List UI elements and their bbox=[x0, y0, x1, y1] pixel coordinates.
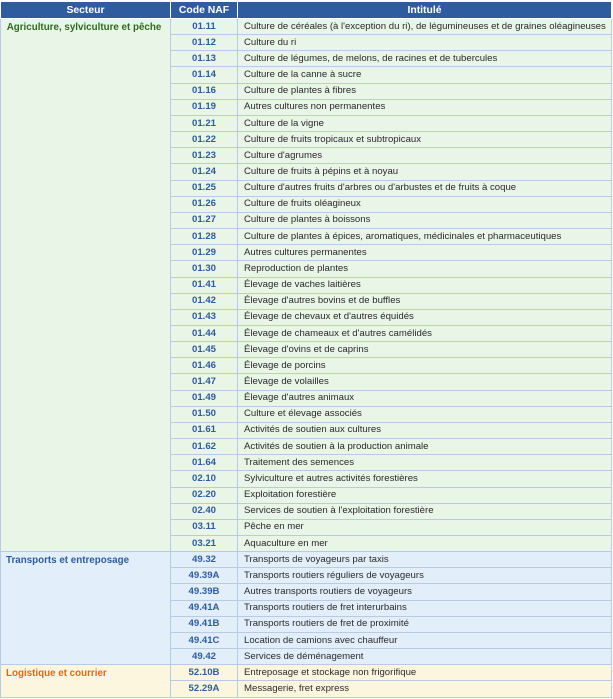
naf-code-cell: 02.20 bbox=[171, 487, 238, 503]
naf-label-cell: Élevage d'autres bovins et de buffles bbox=[238, 293, 612, 309]
naf-code-cell: 01.25 bbox=[171, 180, 238, 196]
naf-label-cell: Sylviculture et autres activités forestières bbox=[238, 471, 612, 487]
naf-code-cell: 01.30 bbox=[171, 261, 238, 277]
naf-label-cell: Culture de fruits tropicaux et subtropicaux bbox=[238, 132, 612, 148]
table-row bbox=[1, 665, 612, 681]
naf-label-cell: Culture de la vigne bbox=[238, 115, 612, 131]
naf-code-cell: 03.11 bbox=[171, 519, 238, 535]
naf-code-cell: 01.29 bbox=[171, 245, 238, 261]
naf-label-cell: Élevage d'autres animaux bbox=[238, 390, 612, 406]
naf-code-cell: 52.10B bbox=[171, 665, 238, 681]
naf-code-cell: 01.12 bbox=[171, 35, 238, 51]
naf-code-cell: 01.24 bbox=[171, 164, 238, 180]
naf-code-cell: 01.21 bbox=[171, 115, 238, 131]
column-header-sector: Secteur bbox=[1, 2, 171, 19]
naf-label-cell: Entreposage et stockage non frigorifique bbox=[238, 665, 612, 681]
naf-code-cell: 03.21 bbox=[171, 536, 238, 552]
naf-code-cell: 52.29A bbox=[171, 681, 238, 697]
naf-code-cell: 01.64 bbox=[171, 455, 238, 471]
naf-label-cell: Services de soutien à l'exploitation forestière bbox=[238, 503, 612, 519]
naf-label-cell: Culture de plantes à épices, aromatiques, médicinales et pharmaceutiques bbox=[238, 229, 612, 245]
table-row bbox=[1, 552, 612, 568]
naf-table bbox=[0, 2, 612, 698]
header-row bbox=[1, 2, 612, 19]
naf-code-cell: 49.32 bbox=[171, 552, 238, 568]
naf-code-cell: 01.42 bbox=[171, 293, 238, 309]
table-body bbox=[1, 19, 612, 698]
naf-code-cell: 49.41A bbox=[171, 600, 238, 616]
naf-label-cell: Activités de soutien à la production animale bbox=[238, 439, 612, 455]
naf-code-cell: 02.10 bbox=[171, 471, 238, 487]
naf-label-cell: Reproduction de plantes bbox=[238, 261, 612, 277]
naf-code-cell: 01.50 bbox=[171, 406, 238, 422]
naf-label-cell: Autres cultures non permanentes bbox=[238, 99, 612, 115]
sector-cell-agri: Agriculture, sylviculture et pêche bbox=[1, 19, 171, 552]
naf-code-cell: 49.39B bbox=[171, 584, 238, 600]
naf-code-cell: 01.49 bbox=[171, 390, 238, 406]
naf-label-cell: Culture d'autres fruits d'arbres ou d'arbustes et de fruits à coque bbox=[238, 180, 612, 196]
naf-label-cell: Pêche en mer bbox=[238, 519, 612, 535]
naf-label-cell: Exploitation forestière bbox=[238, 487, 612, 503]
naf-label-cell: Transports routiers de fret interurbains bbox=[238, 600, 612, 616]
naf-label-cell: Culture de la canne à sucre bbox=[238, 67, 612, 83]
naf-code-cell: 49.39A bbox=[171, 568, 238, 584]
naf-label-cell: Élevage d'ovins et de caprins bbox=[238, 342, 612, 358]
naf-code-cell: 01.45 bbox=[171, 342, 238, 358]
naf-label-cell: Aquaculture en mer bbox=[238, 536, 612, 552]
naf-label-cell: Élevage de volailles bbox=[238, 374, 612, 390]
naf-code-cell: 01.23 bbox=[171, 148, 238, 164]
naf-label-cell: Activités de soutien aux cultures bbox=[238, 422, 612, 438]
naf-code-cell: 01.26 bbox=[171, 196, 238, 212]
naf-label-cell: Autres cultures permanentes bbox=[238, 245, 612, 261]
naf-code-cell: 01.43 bbox=[171, 309, 238, 325]
naf-code-cell: 01.62 bbox=[171, 439, 238, 455]
naf-label-cell: Services de déménagement bbox=[238, 649, 612, 665]
naf-code-cell: 49.41B bbox=[171, 616, 238, 632]
naf-code-cell: 01.46 bbox=[171, 358, 238, 374]
column-header-code: Code NAF bbox=[171, 2, 238, 19]
sector-cell-logi: Logistique et courrier bbox=[1, 665, 171, 697]
naf-label-cell: Transports routiers de fret de proximité bbox=[238, 616, 612, 632]
naf-code-cell: 01.11 bbox=[171, 19, 238, 35]
table-header bbox=[1, 2, 612, 19]
naf-code-cell: 01.14 bbox=[171, 67, 238, 83]
naf-label-cell: Location de camions avec chauffeur bbox=[238, 632, 612, 648]
naf-label-cell: Culture d'agrumes bbox=[238, 148, 612, 164]
naf-label-cell: Transports routiers réguliers de voyageurs bbox=[238, 568, 612, 584]
naf-label-cell: Culture et élevage associés bbox=[238, 406, 612, 422]
naf-code-cell: 01.22 bbox=[171, 132, 238, 148]
naf-code-cell: 01.16 bbox=[171, 83, 238, 99]
naf-label-cell: Transports de voyageurs par taxis bbox=[238, 552, 612, 568]
naf-code-cell: 49.42 bbox=[171, 649, 238, 665]
naf-code-cell: 01.41 bbox=[171, 277, 238, 293]
naf-label-cell: Culture de plantes à boissons bbox=[238, 212, 612, 228]
sector-cell-trans: Transports et entreposage bbox=[1, 552, 171, 665]
naf-label-cell: Élevage de porcins bbox=[238, 358, 612, 374]
naf-code-cell: 49.41C bbox=[171, 632, 238, 648]
naf-label-cell: Culture du ri bbox=[238, 35, 612, 51]
naf-label-cell: Messagerie, fret express bbox=[238, 681, 612, 697]
naf-code-cell: 01.61 bbox=[171, 422, 238, 438]
naf-label-cell: Autres transports routiers de voyageurs bbox=[238, 584, 612, 600]
naf-label-cell: Culture de plantes à fibres bbox=[238, 83, 612, 99]
naf-label-cell: Élevage de chevaux et d'autres équidés bbox=[238, 309, 612, 325]
naf-code-cell: 01.28 bbox=[171, 229, 238, 245]
naf-code-cell: 01.27 bbox=[171, 212, 238, 228]
naf-label-cell: Culture de légumes, de melons, de racines et de tubercules bbox=[238, 51, 612, 67]
naf-code-cell: 01.19 bbox=[171, 99, 238, 115]
naf-label-cell: Culture de céréales (à l'exception du ri), de légumineuses et de graines oléagineuses bbox=[238, 19, 612, 35]
naf-label-cell: Élevage de chameaux et d'autres camélidés bbox=[238, 325, 612, 341]
naf-label-cell: Culture de fruits oléagineux bbox=[238, 196, 612, 212]
naf-label-cell: Culture de fruits à pépins et à noyau bbox=[238, 164, 612, 180]
naf-code-cell: 02.40 bbox=[171, 503, 238, 519]
naf-label-cell: Élevage de vaches laitières bbox=[238, 277, 612, 293]
naf-label-cell: Traitement des semences bbox=[238, 455, 612, 471]
column-header-label: Intitulé bbox=[238, 2, 612, 19]
naf-code-cell: 01.13 bbox=[171, 51, 238, 67]
table-row bbox=[1, 19, 612, 35]
naf-code-cell: 01.47 bbox=[171, 374, 238, 390]
naf-code-cell: 01.44 bbox=[171, 325, 238, 341]
